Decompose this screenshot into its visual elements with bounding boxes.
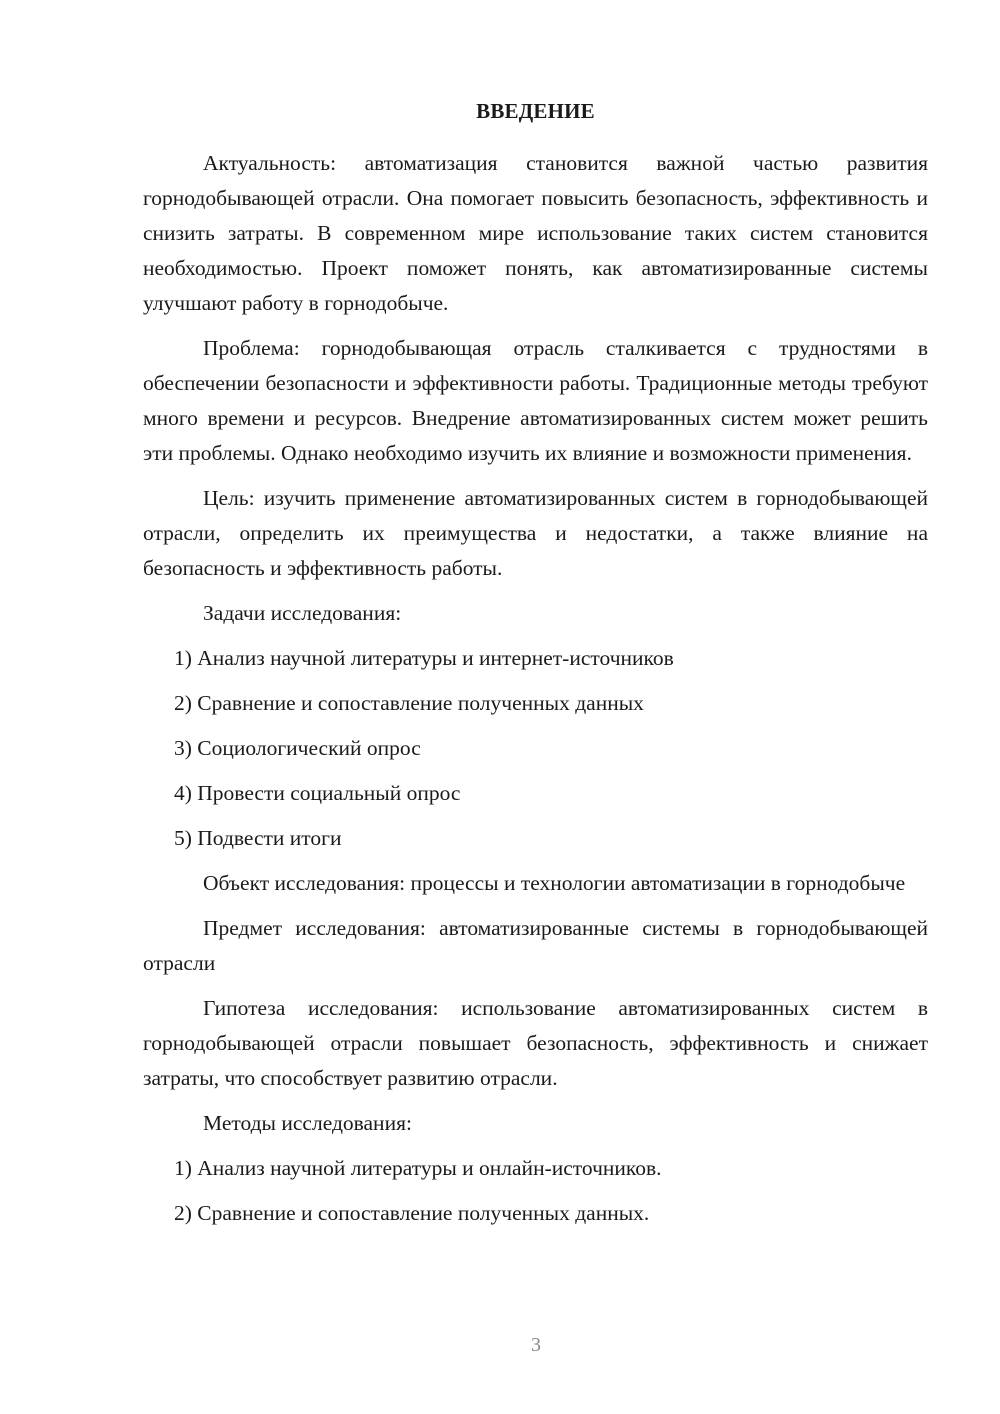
relevance-paragraph: Актуальность: автоматизация становится важной частью развития горнодобывающей отрасли. Она помогает повысить безопасность, эффективность и снизить затраты. В современном мире использование таких систем становится необходимостью. Проект поможет понять, как автоматизированные системы улучшают работу в горнодобыче. [143,151,928,315]
page-number: 3 [531,1334,541,1356]
task-item: 2) Сравнение и сопоставление полученных данных [174,691,644,715]
task-item: 3) Социологический опрос [174,736,421,760]
subject-paragraph: Предмет исследования: автоматизированные системы в горнодобывающей отрасли [143,916,928,975]
goal-paragraph: Цель: изучить применение автоматизированных систем в горнодобывающей отрасли, определить их преимущества и недостатки, а также влияние на безопасность и эффективность работы. [143,486,928,580]
problem-paragraph: Проблема: горнодобывающая отрасль сталкивается с трудностями в обеспечении безопасности и эффективности работы. Традиционные методы требуют много времени и ресурсов. Внедрение автоматизированных систем может решить эти проблемы. Однако необходимо изучить их влияние и возможности применения. [143,336,928,465]
page-content [143,98,928,1241]
task-item: 1) Анализ научной литературы и интернет-источников [174,646,674,670]
task-item: 4) Провести социальный опрос [174,781,461,805]
object-paragraph: Объект исследования: процессы и технологии автоматизации в горнодобыче [203,871,906,895]
methods-heading: Методы исследования: [203,1111,412,1135]
method-item: 2) Сравнение и сопоставление полученных данных. [174,1201,650,1225]
task-item: 5) Подвести итоги [174,826,342,850]
hypothesis-paragraph: Гипотеза исследования: использование автоматизированных систем в горнодобывающей отрасли повышает безопасность, эффективность и снижает затраты, что способствует развитию отрасли. [143,996,928,1090]
method-item: 1) Анализ научной литературы и онлайн-источников. [174,1156,662,1180]
tasks-heading: Задачи исследования: [203,601,402,625]
section-title: ВВЕДЕНИЕ [476,99,595,123]
